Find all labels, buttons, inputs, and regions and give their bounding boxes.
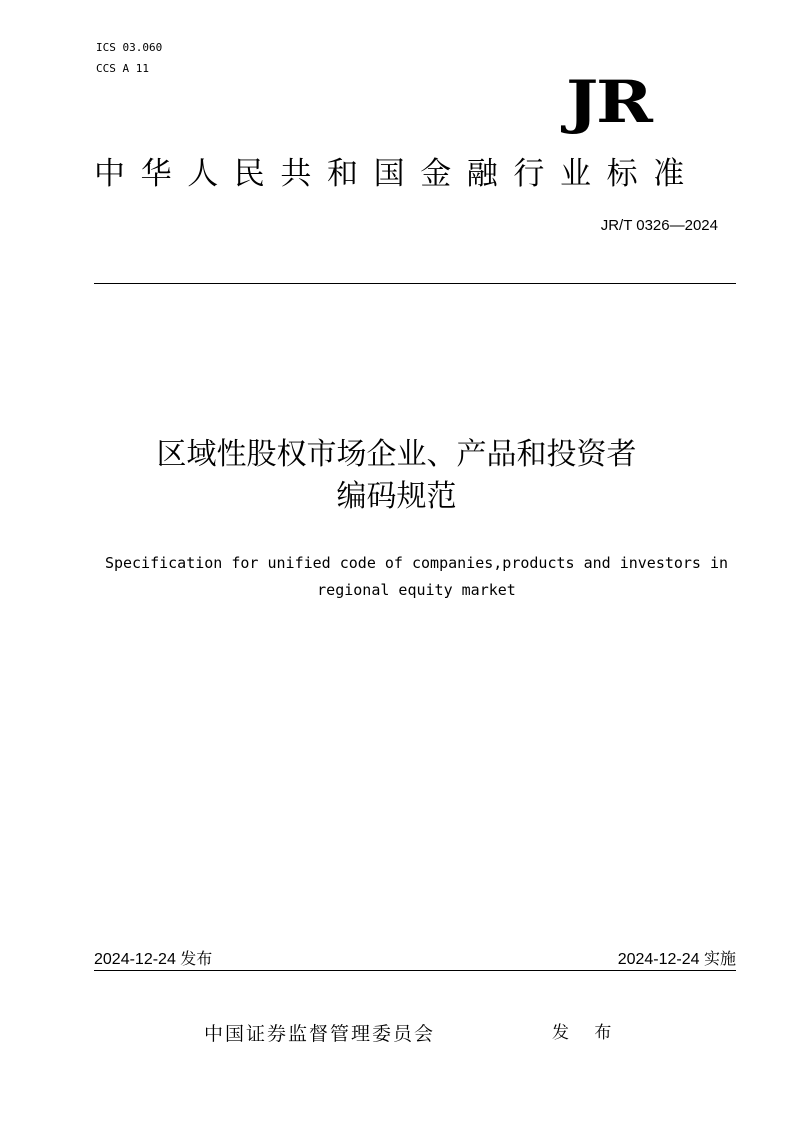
- chinese-title: [60, 434, 733, 518]
- english-title-line-1: Specification for unified code of companies,products and investors in: [104, 554, 729, 572]
- english-title-line-2: regional equity market: [317, 581, 516, 599]
- ccs-code: CCS A 11: [96, 62, 149, 75]
- footer-divider: [94, 970, 736, 971]
- implementation-date: 2024-12-24 实施: [617, 951, 736, 968]
- jr-logo: JR: [566, 68, 651, 136]
- publish-label: 发 布: [552, 1023, 622, 1043]
- header-divider: [94, 283, 736, 284]
- ics-code: ICS 03.060: [96, 41, 163, 54]
- chinese-title-line-1: 区域性股权市场企业、产品和投资者: [156, 437, 637, 472]
- publisher-name: 中国证券监督管理委员会: [204, 1023, 436, 1045]
- standard-number: JR/T 0326—2024: [600, 217, 718, 234]
- standard-category-title: 中华人民共和国金融行业标准: [94, 156, 700, 192]
- chinese-title-line-2: 编码规范: [336, 479, 457, 514]
- english-title: [40, 550, 793, 604]
- issue-date: 2024-12-24 发布: [94, 951, 213, 968]
